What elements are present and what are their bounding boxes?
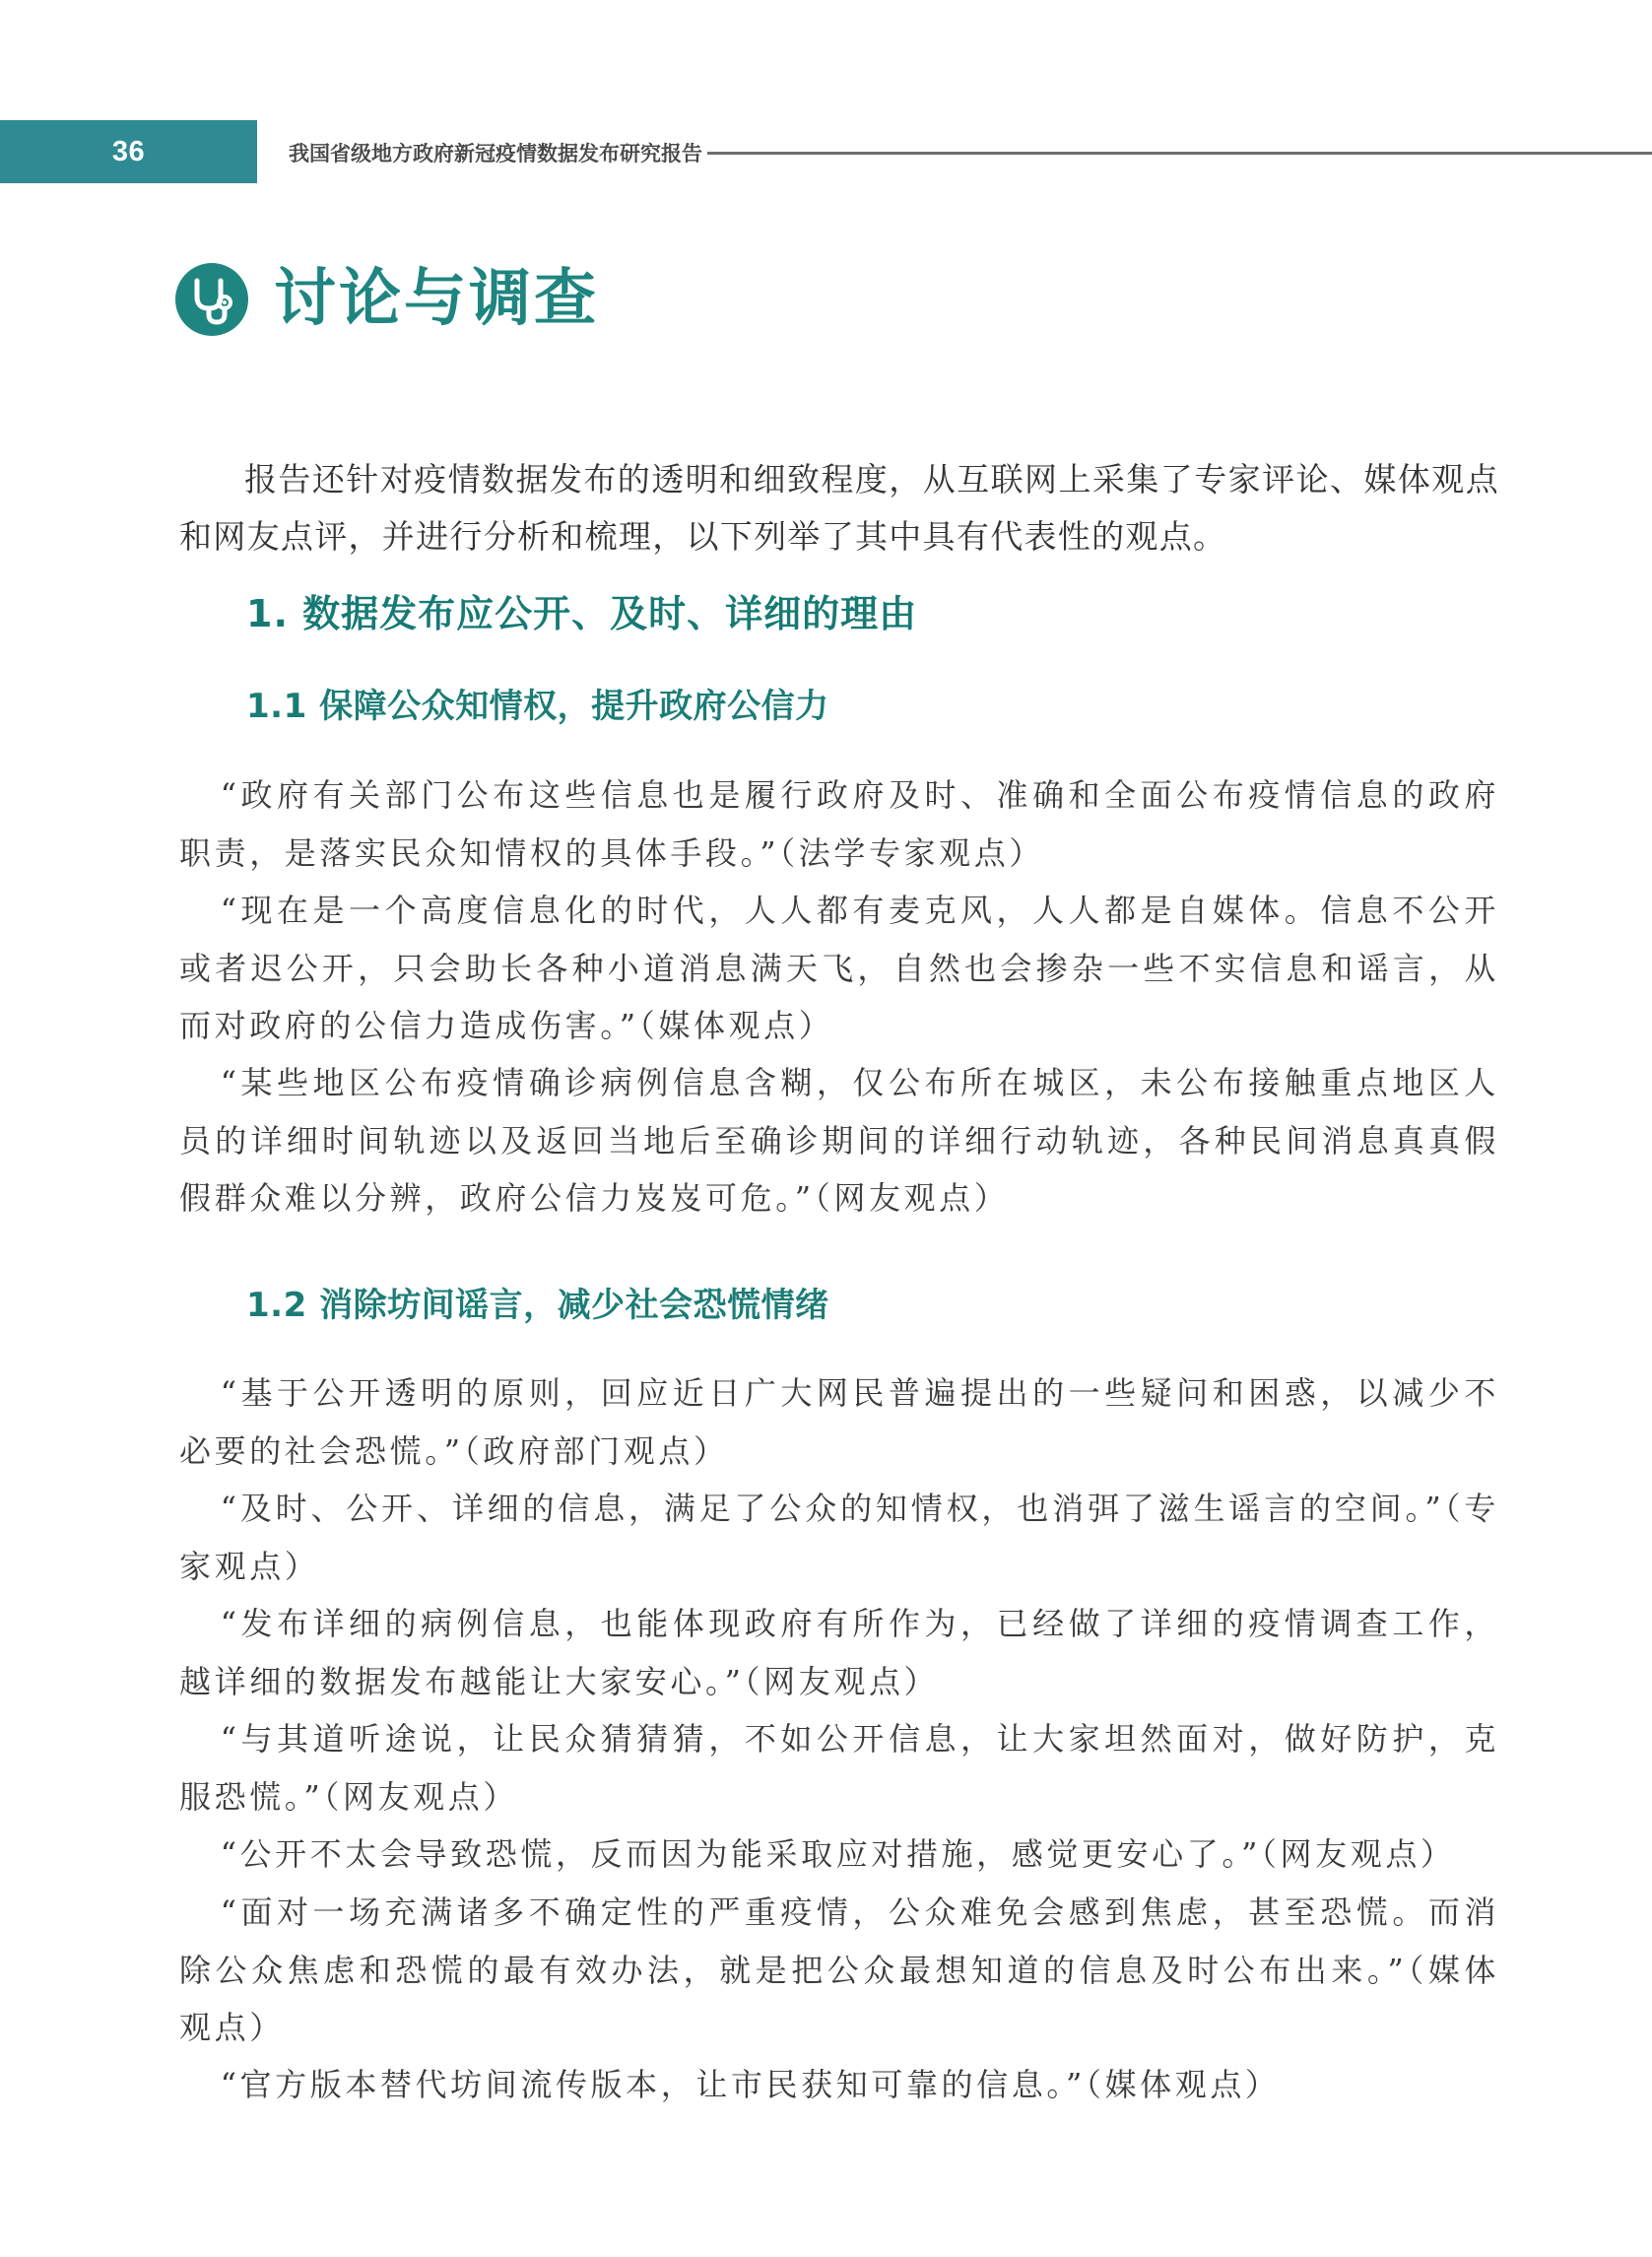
quote-1-1-a: “政府有关部门公布这些信息也是履行政府及时、准确和全面公布疫情信息的政府职责，是落实民众知情权的具体手段。”（法学专家观点） — [179, 776, 1499, 872]
heading-1-2: 1.2 消除坊间谣言，减少社会恐慌情绪 — [246, 1286, 829, 1325]
quote-1-2-d: “与其道听途说，让民众猜猜猜，不如公开信息，让大家坦然面对，做好防护，克服恐慌。”（网友观点） — [179, 1720, 1499, 1816]
stethoscope-icon — [175, 263, 248, 336]
quote-1-1-c: “某些地区公布疫情确诊病例信息含糊，仅公布所在城区，未公布接触重点地区人员的详细时间轨迹以及返回当地后至确诊期间的详细行动轨迹，各种民间消息真真假假群众难以分辨，政府公信力岌岌可危。”（网友观点） — [179, 1064, 1499, 1217]
section-title: 讨论与调查 — [274, 262, 599, 334]
report-title: 我国省级地方政府新冠疫情数据发布研究报告 — [289, 142, 702, 166]
quote-1-2-b: “及时、公开、详细的信息，满足了公众的知情权，也消弭了滋生谣言的空间。”（专家观点） — [179, 1490, 1499, 1585]
quote-1-2-a: “基于公开透明的原则，回应近日广大网民普遍提出的一些疑问和困惑，以减少不必要的社会恐慌。”（政府部门观点） — [179, 1374, 1499, 1470]
quote-1-1-b: “现在是一个高度信息化的时代，人人都有麦克风，人人都是自媒体。信息不公开或者迟公开，只会助长各种小道消息满天飞，自然也会掺杂一些不实信息和谣言，从而对政府的公信力造成伤害。”（媒体观点） — [179, 892, 1499, 1044]
heading-part-1: 1. 数据发布应公开、及时、详细的理由 — [246, 592, 918, 635]
quote-1-2-c: “发布详细的病例信息，也能体现政府有所作为，已经做了详细的疫情调查工作，越详细的数据发布越能让大家安心。”（网友观点） — [179, 1605, 1499, 1700]
header-divider — [707, 152, 1652, 155]
page-number: 36 — [111, 136, 146, 167]
heading-1-1: 1.1 保障公众知情权，提升政府公信力 — [246, 687, 829, 726]
quote-1-2-e: “公开不太会导致恐慌，反而因为能采取应对措施，感觉更安心了。”（网友观点） — [220, 1835, 1456, 1873]
intro-paragraph: 报告还针对疫情数据发布的透明和细致程度，从互联网上采集了专家评论、媒体观点和网友点评，并进行分析和梳理，以下列举了其中具有代表性的观点。 — [179, 460, 1499, 556]
quote-1-2-g: “官方版本替代坊间流传版本，让市民获知可靠的信息。”（媒体观点） — [220, 2066, 1281, 2103]
quote-1-2-f: “面对一场充满诸多不确定性的严重疫情，公众难免会感到焦虑，甚至恐慌。而消除公众焦虑和恐慌的最有效办法，就是把公众最想知道的信息及时公布出来。”（媒体观点） — [179, 1893, 1499, 2046]
